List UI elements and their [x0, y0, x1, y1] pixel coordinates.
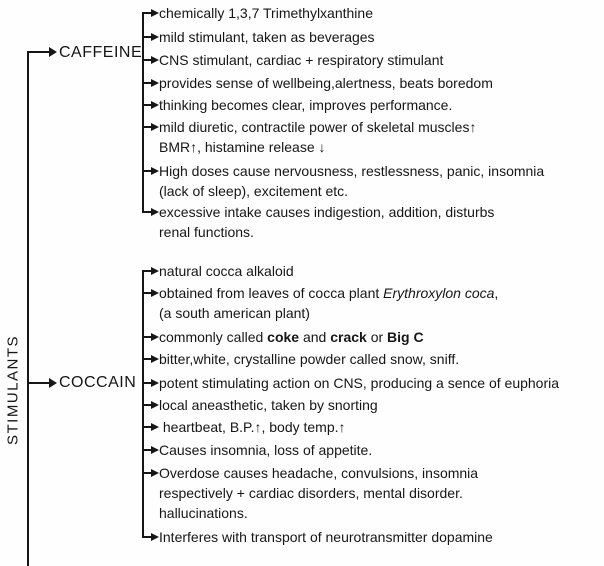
tree-item [142, 327, 424, 347]
tree-item-line [159, 117, 476, 137]
text-segment: High doses cause nervousness, restlessness, panic, insomnia [159, 163, 545, 179]
tree-item-line [159, 27, 375, 47]
tree-item-line [159, 50, 443, 70]
tree-item-text [159, 283, 498, 323]
arrow-right-icon [142, 202, 159, 222]
text-segment: (lack of sleep), excitement etc. [159, 183, 349, 199]
tree-item-line [159, 463, 478, 483]
tree-item-line [159, 349, 459, 369]
text-segment: (a south american plant) [159, 305, 310, 321]
arrow-stem [142, 382, 151, 384]
arrow-stem [142, 82, 151, 84]
tree-item-line [159, 261, 294, 281]
text-segment: BMR↑, histamine release ↓ [159, 139, 326, 155]
text-segment: local aneasthetic, taken by snorting [159, 397, 378, 413]
arrow-right-icon [142, 95, 159, 115]
arrow-right-icon [27, 47, 57, 57]
arrow-stem [142, 358, 151, 360]
text-segment: thinking becomes clear, improves performance. [159, 97, 453, 113]
tree-item-text [159, 527, 493, 547]
arrow-right-icon [27, 378, 57, 388]
arrow-right-icon [142, 161, 159, 181]
text-segment: potent stimulating action on CNS, producing a sence of euphoria [159, 375, 560, 391]
arrow-right-icon [142, 73, 159, 93]
tree-item-line [159, 222, 494, 242]
tree-item-line [159, 303, 498, 323]
arrow-head [49, 378, 57, 388]
arrow-right-icon [142, 117, 159, 137]
arrow-right-icon [142, 395, 159, 415]
arrow-head [49, 47, 57, 57]
tree-item [142, 117, 476, 157]
tree-item-line [159, 373, 559, 393]
text-segment: Overdose causes headache, convulsions, insomnia [159, 465, 479, 481]
arrow-head [151, 355, 159, 363]
tree-item [142, 50, 443, 70]
text-segment: natural cocca alkaloid [159, 263, 294, 279]
arrow-stem [142, 472, 151, 474]
tree-item [142, 283, 498, 323]
text-segment: CNS stimulant, cardiac + respiratory stimulant [159, 52, 444, 68]
arrow-right-icon [142, 283, 159, 303]
arrow-right-icon [142, 417, 159, 437]
arrow-right-icon [142, 527, 159, 547]
arrow-stem [142, 211, 151, 213]
tree-item-line [159, 283, 498, 303]
tree-item [142, 395, 378, 415]
arrow-stem [142, 292, 151, 294]
arrow-head [151, 533, 159, 541]
tree-item [142, 161, 544, 201]
arrow-head [151, 56, 159, 64]
text-segment: crack [330, 329, 367, 345]
text-segment: provides sense of wellbeing,alertness, beats boredom [159, 75, 493, 91]
arrow-stem [142, 126, 151, 128]
root-label: STIMULANTS [4, 334, 22, 446]
text-segment: bitter,white, crystalline powder called snow, sniff. [159, 351, 460, 367]
tree-item-text [159, 202, 494, 242]
branch-label-coccain: COCCAIN [59, 374, 137, 391]
tree-item [142, 73, 493, 93]
arrow-stem [142, 404, 151, 406]
tree-item-text [159, 327, 424, 347]
arrow-head [151, 79, 159, 87]
tree-item-line [159, 95, 452, 115]
arrow-stem [142, 170, 151, 172]
arrow-head [151, 9, 159, 17]
text-segment: , [494, 285, 499, 301]
tree-item-text [159, 161, 544, 201]
tree-item-text [159, 50, 443, 70]
arrow-head [151, 401, 159, 409]
tree-item [142, 261, 294, 281]
tree-item-text [159, 463, 478, 523]
text-segment: respectively + cardiac disorders, mental disorder. [159, 485, 463, 501]
arrow-stem [142, 426, 151, 428]
text-segment: Big C [387, 329, 424, 345]
arrow-stem [142, 36, 151, 38]
trunk-line [27, 51, 29, 566]
arrow-stem [142, 270, 151, 272]
tree-item-line [159, 3, 373, 23]
text-segment: hallucinations. [159, 505, 248, 521]
tree-item-line [159, 327, 424, 347]
tree-item [142, 440, 372, 460]
arrow-head [151, 469, 159, 477]
arrow-head [151, 123, 159, 131]
tree-item [142, 527, 493, 547]
tree-item [142, 202, 494, 242]
tree-item-line [159, 440, 372, 460]
tree-item-line [159, 161, 544, 181]
arrow-stem [142, 449, 151, 451]
text-segment: Erythroxylon coca [383, 285, 495, 301]
text-segment: coke [267, 329, 300, 345]
tree-item-text [159, 261, 294, 281]
arrow-right-icon [142, 50, 159, 70]
tree-item-line [159, 202, 494, 222]
arrow-stem [142, 59, 151, 61]
arrow-stem [142, 104, 151, 106]
tree-item-text [159, 395, 378, 415]
arrow-head [151, 33, 159, 41]
tree-item-text [159, 417, 346, 437]
tree-item-line [159, 483, 478, 503]
text-segment: commonly called [159, 329, 268, 345]
tree-item [142, 417, 346, 437]
tree-item-text [159, 373, 559, 393]
tree-item-line [159, 527, 493, 547]
text-segment: Interferes with transport of neurotransmitter dopamine [159, 529, 493, 545]
arrow-right-icon [142, 261, 159, 281]
arrow-right-icon [142, 373, 159, 393]
text-segment: mild stimulant, taken as beverages [159, 29, 375, 45]
text-segment: excessive intake causes indigestion, addition, disturbs [159, 204, 495, 220]
tree-item-text [159, 349, 459, 369]
arrow-stem [142, 12, 151, 14]
arrow-head [151, 289, 159, 297]
text-segment: obtained from leaves of cocca plant [159, 285, 384, 301]
tree-item-line [159, 395, 378, 415]
arrow-right-icon [142, 3, 159, 23]
arrow-right-icon [142, 440, 159, 460]
tree-item-line [159, 73, 493, 93]
tree-item [142, 373, 559, 393]
arrow-head [151, 446, 159, 454]
text-segment: renal functions. [159, 224, 254, 240]
tree-item-line [159, 137, 476, 157]
arrow-right-icon [142, 349, 159, 369]
tree-item [142, 95, 452, 115]
arrow-head [151, 101, 159, 109]
tree-item-line [159, 417, 346, 437]
tree-item-text [159, 440, 372, 460]
arrow-stem [27, 51, 49, 53]
arrow-head [151, 379, 159, 387]
arrow-head [151, 208, 159, 216]
tree-item-text [159, 3, 373, 23]
tree-item-text [159, 73, 493, 93]
branch-label-caffeine: CAFFEINE [59, 44, 143, 61]
tree-item-line [159, 181, 544, 201]
arrow-head [151, 333, 159, 341]
tree-item-text [159, 27, 375, 47]
text-segment: heartbeat, B.P.↑, body temp.↑ [159, 419, 346, 435]
text-segment: and [299, 329, 331, 345]
tree-item-text [159, 117, 476, 157]
arrow-right-icon [142, 463, 159, 483]
tree-item [142, 463, 478, 523]
tree-item-text [159, 95, 452, 115]
arrow-right-icon [142, 327, 159, 347]
text-segment: or [366, 329, 388, 345]
tree-item [142, 27, 375, 47]
arrow-head [151, 423, 159, 431]
arrow-stem [27, 382, 49, 384]
arrow-head [151, 167, 159, 175]
text-segment: Causes insomnia, loss of appetite. [159, 442, 373, 458]
tree-item-line [159, 503, 478, 523]
tree-item [142, 349, 459, 369]
arrow-stem [142, 336, 151, 338]
arrow-right-icon [142, 27, 159, 47]
arrow-stem [142, 536, 151, 538]
text-segment: chemically 1,3,7 Trimethylxanthine [159, 5, 373, 21]
arrow-head [151, 267, 159, 275]
text-segment: mild diuretic, contractile power of skeletal muscles↑ [159, 119, 477, 135]
tree-item [142, 3, 373, 23]
